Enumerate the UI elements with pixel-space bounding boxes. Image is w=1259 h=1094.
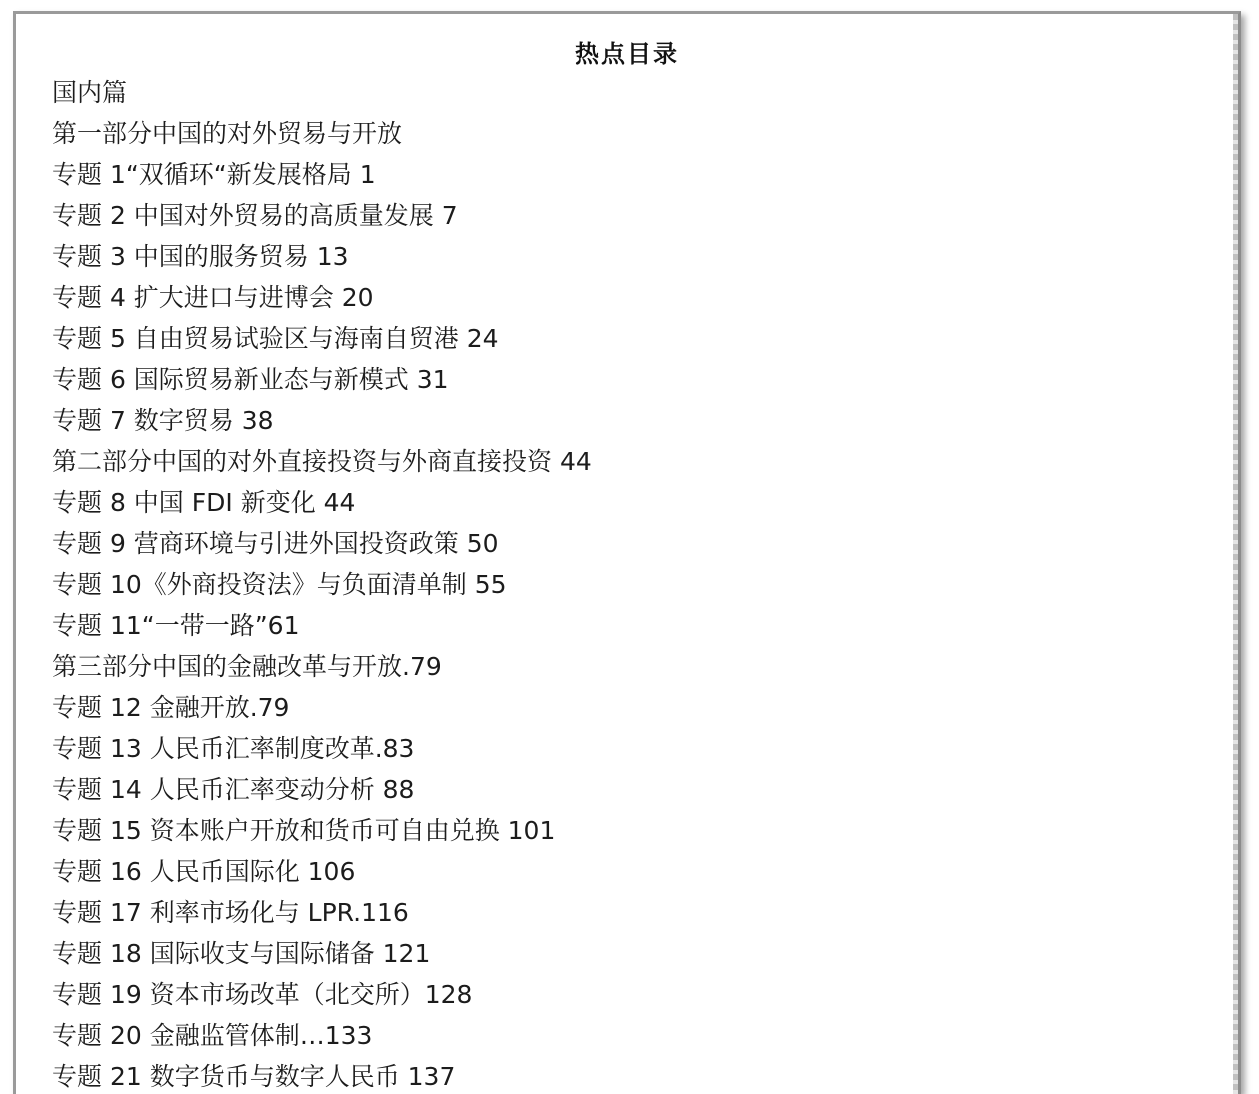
toc-entry: 专题 2 中国对外贸易的高质量发展 7 bbox=[52, 201, 458, 230]
table-of-contents bbox=[52, 72, 592, 1094]
toc-entry: 专题 6 国际贸易新业态与新模式 31 bbox=[52, 365, 449, 394]
toc-entry: 专题 11“一带一路”61 bbox=[52, 611, 300, 640]
toc-entry: 专题 21 数字货币与数字人民币 137 bbox=[52, 1062, 456, 1091]
toc-entry: 专题 16 人民币国际化 106 bbox=[52, 857, 356, 886]
toc-entry: 专题 17 利率市场化与 LPR.116 bbox=[52, 898, 409, 927]
toc-entry: 专题 10《外商投资法》与负面清单制 55 bbox=[52, 570, 507, 599]
document-page bbox=[13, 11, 1241, 1094]
toc-entry: 专题 9 营商环境与引进外国投资政策 50 bbox=[52, 529, 499, 558]
page-torn-edge bbox=[1233, 14, 1241, 1094]
toc-entry: 专题 4 扩大进口与进博会 20 bbox=[52, 283, 374, 312]
toc-entry: 专题 3 中国的服务贸易 13 bbox=[52, 242, 349, 271]
toc-entry: 专题 1“双循环“新发展格局 1 bbox=[52, 160, 376, 189]
toc-section-heading: 国内篇 bbox=[52, 78, 128, 107]
toc-entry: 专题 12 金融开放.79 bbox=[52, 693, 290, 722]
toc-entry: 专题 8 中国 FDI 新变化 44 bbox=[52, 488, 356, 517]
toc-part-heading: 第三部分中国的金融改革与开放.79 bbox=[52, 652, 442, 681]
toc-entry: 专题 18 国际收支与国际储备 121 bbox=[52, 939, 431, 968]
document-title: 热点目录 bbox=[575, 40, 679, 68]
toc-entry: 专题 20 金融监管体制…133 bbox=[52, 1021, 373, 1050]
toc-entry: 专题 5 自由贸易试验区与海南自贸港 24 bbox=[52, 324, 499, 353]
toc-entry: 专题 19 资本市场改革（北交所）128 bbox=[52, 980, 473, 1009]
toc-entry: 专题 15 资本账户开放和货币可自由兑换 101 bbox=[52, 816, 556, 845]
toc-part-heading: 第二部分中国的对外直接投资与外商直接投资 44 bbox=[52, 447, 592, 476]
toc-part-heading: 第一部分中国的对外贸易与开放 bbox=[52, 119, 403, 148]
toc-entry: 专题 7 数字贸易 38 bbox=[52, 406, 274, 435]
toc-entry: 专题 13 人民币汇率制度改革.83 bbox=[52, 734, 415, 763]
toc-entry: 专题 14 人民币汇率变动分析 88 bbox=[52, 775, 415, 804]
